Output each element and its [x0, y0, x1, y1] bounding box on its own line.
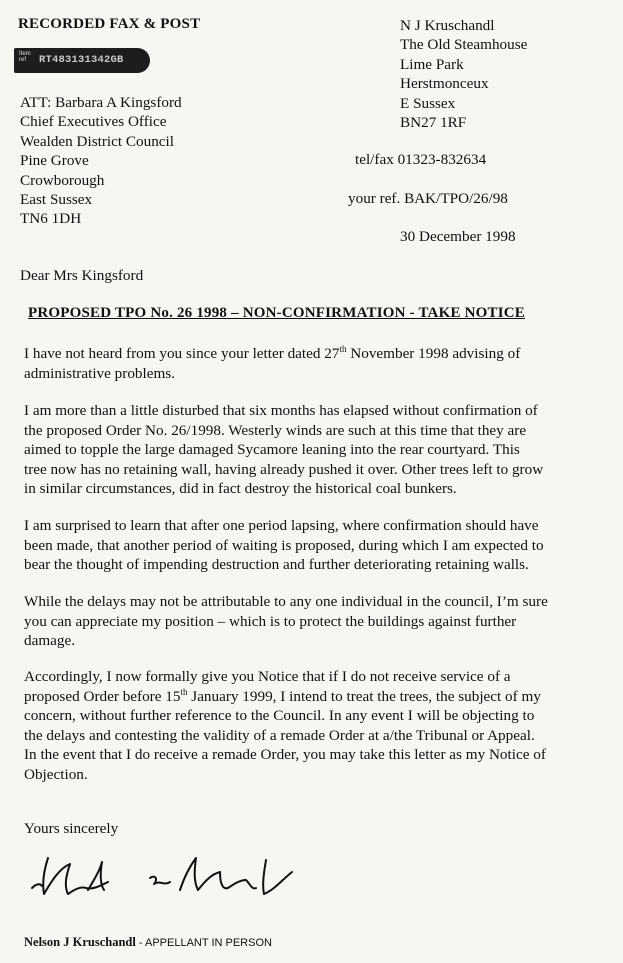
delivery-method-heading: RECORDED FAX & POST: [18, 16, 201, 32]
paragraph-2: [24, 401, 623, 499]
paragraph-line: proposed Order before 15th January 1999, I intend to treat the trees, the subject of my: [24, 686, 541, 705]
paragraph-3: [24, 516, 623, 575]
recipient-attention: ATT: Barbara A Kingsford: [20, 94, 182, 111]
signer-name: Nelson J Kruschandl: [24, 935, 136, 949]
paragraph-1: [24, 344, 623, 383]
recipient-postcode: TN6 1DH: [20, 210, 82, 228]
paragraph-line: In the event that I do receive a remade Order, you may take this letter as my Notice of: [24, 746, 546, 764]
paragraph-line: tree now has no retaining wall, having already pushed it over. Other trees left to grow: [24, 460, 544, 478]
sender-address-line: Herstmonceux: [400, 75, 489, 93]
paragraph-line: in similar circumstances, did in fact destroy the historical coal bunkers.: [24, 480, 457, 498]
sender-name: N J Kruschandl: [400, 17, 495, 34]
recipient-address-line: Crowborough: [20, 171, 105, 189]
signer-role: - APPELLANT IN PERSON: [135, 937, 272, 949]
paragraph-line: administrative problems.: [24, 364, 175, 382]
paragraph-4: [24, 592, 623, 651]
paragraph-line: I am surprised to learn that after one period lapsing, where confirmation should have: [24, 517, 539, 534]
sender-address-line: The Old Steamhouse: [400, 36, 528, 54]
paragraph-5: [24, 667, 623, 785]
salutation: Dear Mrs Kingsford: [20, 267, 144, 284]
paragraph-line: the delays and contesting the validity of a remade Order at a/the Tribunal or Appeal.: [24, 726, 535, 744]
label-ref-number: RT483131342GB: [39, 54, 124, 66]
sender-address-line: E Sussex: [400, 94, 456, 112]
paragraph-line: damage.: [24, 632, 76, 650]
recorded-delivery-label: [14, 48, 150, 73]
letter-date: 30 December 1998: [400, 228, 516, 245]
sender-postcode: BN27 1RF: [400, 114, 467, 132]
paragraph-line: the proposed Order No. 26/1998. Westerly winds are such at this time that they are: [24, 421, 527, 439]
recipient-address: [20, 93, 182, 229]
paragraph-line: been made, that another period of waiting is proposed, during which I am expected to: [24, 536, 544, 554]
paragraph-line: While the delays may not be attributable to any one individual in the council, I’m sure: [24, 593, 548, 610]
label-ref-caption: Item ref: [19, 51, 31, 63]
sender-address: [400, 16, 527, 132]
recipient-address-line: Chief Executives Office: [20, 113, 167, 131]
paragraph-line: I have not heard from you since your letter dated 27th November 1998 advising of: [24, 344, 521, 362]
paragraph-line: aimed to topple the large damaged Sycamore leaning into the rear courtyard. This: [24, 441, 520, 459]
subject-heading: PROPOSED TPO No. 26 1998 – NON-CONFIRMATION - TAKE NOTICE: [28, 305, 525, 321]
sender-telfax: tel/fax 01323-832634: [355, 151, 487, 168]
paragraph-line: bear the thought of impending destruction and further deteriorating retaining walls.: [24, 556, 529, 574]
signer-line: [24, 935, 272, 950]
paragraph-line: I am more than a little disturbed that six months has elapsed without confirmation of: [24, 402, 538, 419]
paragraph-line: you can appreciate my position – which is to protect the buildings against further: [24, 612, 517, 630]
recipient-address-line: East Sussex: [20, 191, 93, 209]
paragraph-line: concern, without further reference to the Council. In any event I will be objecting to: [24, 707, 535, 725]
recipient-address-line: Pine Grove: [20, 152, 89, 170]
sender-address-line: Lime Park: [400, 55, 464, 73]
paragraph-line: Accordingly, I now formally give you Notice that if I do not receive service of a: [24, 668, 511, 685]
paragraph-line: Objection.: [24, 765, 88, 783]
recipient-address-line: Wealden District Council: [20, 132, 174, 150]
handwritten-signature: [30, 850, 310, 910]
your-reference: your ref. BAK/TPO/26/98: [348, 190, 508, 207]
closing: Yours sincerely: [24, 820, 119, 837]
